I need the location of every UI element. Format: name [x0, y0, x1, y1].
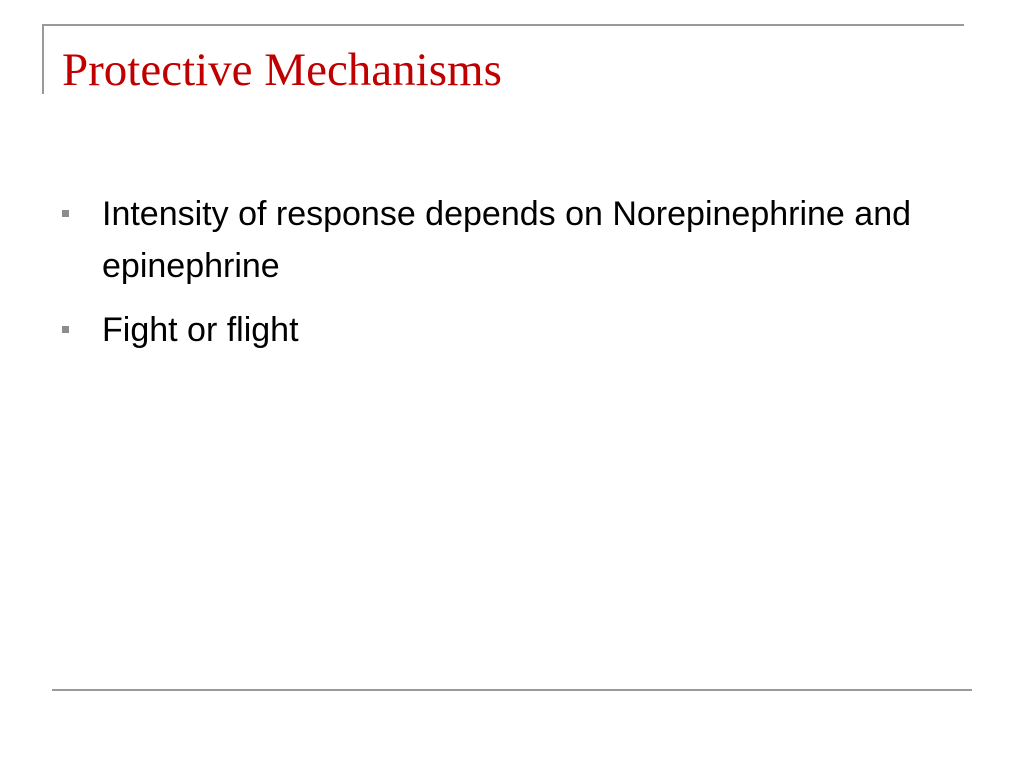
bullet-text: Intensity of response depends on Norepinephrine and epinephrine — [102, 195, 912, 285]
title-frame-left-rule — [42, 24, 44, 94]
square-bullet-icon — [62, 326, 69, 333]
title-frame-top-rule — [42, 24, 964, 26]
bullet-text: Fight or flight — [102, 311, 299, 349]
footer-rule — [52, 689, 972, 691]
bullet-item — [62, 304, 942, 356]
bullet-list — [62, 188, 942, 368]
slide-title: Protective Mechanisms — [62, 44, 502, 96]
bullet-item — [62, 188, 942, 292]
square-bullet-icon — [62, 210, 69, 217]
